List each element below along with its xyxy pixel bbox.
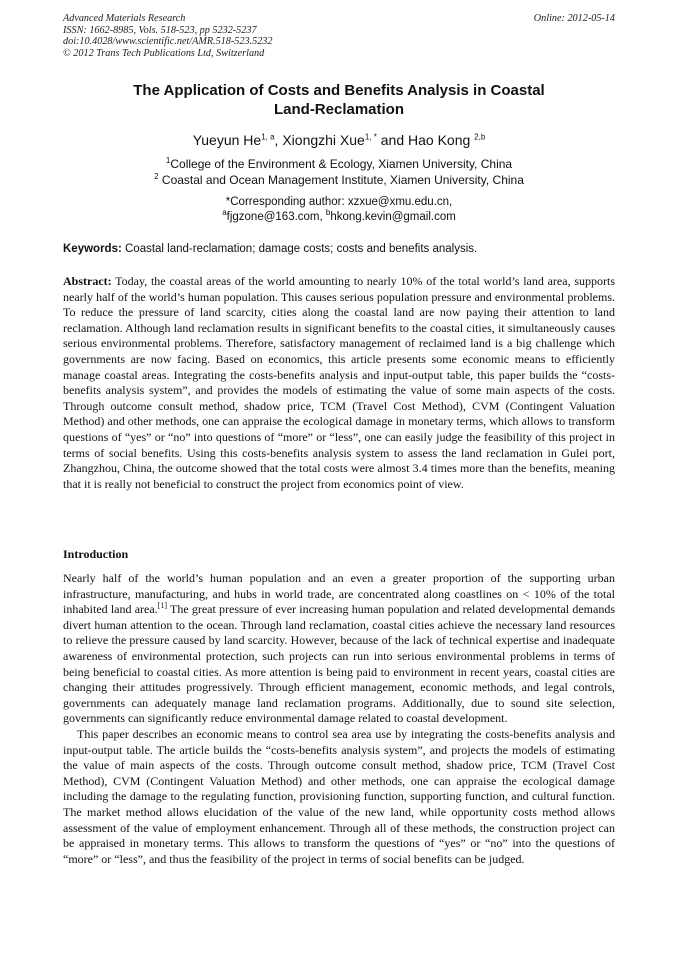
title-line-2: Land-Reclamation bbox=[273, 101, 405, 118]
citation-1: [1] bbox=[157, 601, 168, 611]
journal-doi: doi:10.4028/www.scientific.net/AMR.518-523.5232 bbox=[63, 36, 273, 48]
affiliation-2-text: Coastal and Ocean Management Institute, Xiamen University, China bbox=[158, 173, 524, 187]
introduction-body bbox=[63, 571, 615, 867]
affiliations bbox=[63, 156, 615, 188]
affiliation-1-marker: 1 bbox=[165, 156, 171, 165]
paragraph-1-start: Nearly half of the world’s human population and an even a greater proportion of the supporting urban infrastructure, manufacturing, and hubs in world trade, are concentrated along coastlines on < 10% of the total inhabited land area. bbox=[63, 571, 615, 617]
affiliation-1-text: College of the Environment & Ecology, Xiamen University, China bbox=[170, 157, 513, 171]
keywords bbox=[63, 242, 615, 257]
author-and: and bbox=[376, 132, 408, 148]
author-2: Xiongzhi Xue bbox=[282, 132, 365, 148]
affiliation-1 bbox=[63, 156, 615, 172]
correspondence bbox=[63, 195, 615, 225]
online-date: Online: 2012-05-14 bbox=[533, 13, 615, 24]
journal-header bbox=[63, 13, 615, 59]
author-list bbox=[63, 131, 615, 149]
author-emails bbox=[63, 210, 615, 225]
journal-issn: ISSN: 1662-8985, Vols. 518-523, pp 5232-5237 bbox=[63, 24, 257, 36]
affiliation-2 bbox=[63, 172, 615, 188]
email-a-marker: a bbox=[222, 208, 227, 218]
keywords-label: Keywords: bbox=[63, 243, 122, 255]
paper-title bbox=[63, 81, 615, 119]
abstract-label: Abstract: bbox=[63, 274, 112, 288]
abstract-text: Today, the coastal areas of the world amounting to nearly 10% of the total world’s land area, supports nearly half of the world’s human population. This causes serious population pressure and environmental problems. To reduce the pressure of land scarcity, cities along the coastal land are now paying their attention to land reclamation. Although land reclamation results in significant benefits to the coastal cities, it simultaneously causes serious environmental problems. Therefore, satisfactory management of reclaimed land is a big challenge which governments are now facing. Based on economics, this article presents some economic means to efficiently manage coastal areas. Integrating the costs-benefits analysis and input-output table, this paper builds the “costs-benefits analysis system”, and provides the models of estimating the value of some main aspects of the costs. Through outcome consult method, shadow price, TCM (Travel Cost Method), CVM (Contingent Valuation Method) and other methods, one can appraise the ecological damage in monetary terms, which allows to transform questions of “yes” or “no” into questions of “more” or “less”, one can easily judge the feasibility of this project in terms of social benefits. Using this costs-benefits analysis system to assess the land reclamation in Gulei port, Zhangzhou, China, the outcome showed that the total costs were almost 3.4 times more than the benefits, meaning that it is really not beneficial to construct the project from economics point of view. bbox=[63, 274, 615, 491]
keywords-text: Coastal land-reclamation; damage costs; costs and benefits analysis. bbox=[121, 243, 478, 255]
email-b: hkong.kevin@gmail.com bbox=[330, 211, 456, 223]
corresponding-author: *Corresponding author: xzxue@xmu.edu.cn, bbox=[225, 196, 453, 208]
journal-name: Advanced Materials Research bbox=[63, 13, 186, 24]
abstract bbox=[63, 274, 615, 492]
introduction-paragraph-2: This paper describes an economic means to control sea area use by integrating the costs-benefits analysis and input-output table. The article builds the “costs-benefits analysis system”, and projects the models of estimating the value of main aspects of the costs. Through outcome consult method, shadow price, TCM (Travel Cost Method), CVM (Contingent Valuation Method) and other methods, one can appraise the ecological damage including the damage to the regulating function, provisioning function, supporting function, and cultural function. The market method allows elucidation of the value of the new land, while opportunity costs method allows assessment of the value of employment enhancement. Through all of these methods, the construction project can be appraised in monetary terms. This allows to transform the questions of “yes” or “no” into the questions of “more” or “less”, and thus the feasibility of the project in terms of social benefits can be judged. bbox=[63, 726, 615, 866]
author-3: Hao Kong bbox=[408, 132, 471, 148]
email-a: fjgzone@163.com, bbox=[226, 211, 326, 223]
author-separator: , bbox=[274, 132, 283, 148]
email-b-marker: b bbox=[325, 208, 331, 218]
affiliation-2-marker: 2 bbox=[154, 172, 159, 181]
author-1: Yueyun He bbox=[192, 132, 262, 148]
author-1-marker: 1, a bbox=[261, 132, 275, 142]
paragraph-1-rest: The great pressure of ever increasing human population and related developmental demands divert human attention to the ocean. Through land reclamation, coastal cities achieve the necessary land resources to relieve the pressure caused by land scarcity. However, because of the lack of technical expertise and inadequate awareness of environmental protection, such projects can run into serious environmental problems in terms of being beneficial to coastal cities. As more attention is being paid to environment in recent years, coastal cities are changing their attitudes progressively. Through efficient management, economic methods, and legal controls, governments can adequately manage land reclamation programs. Additionally, due to sound site selection, governments can significantly reduce environmental damage related to coastal development. bbox=[63, 602, 615, 726]
introduction-paragraph-1 bbox=[63, 571, 615, 727]
title-line-1: The Application of Costs and Benefits Analysis in Coastal bbox=[133, 82, 545, 99]
author-3-marker: 2,b bbox=[474, 132, 486, 142]
author-2-marker: 1, * bbox=[364, 132, 377, 142]
journal-copyright: © 2012 Trans Tech Publications Ltd, Switzerland bbox=[63, 47, 265, 59]
introduction-heading: Introduction bbox=[63, 547, 129, 561]
